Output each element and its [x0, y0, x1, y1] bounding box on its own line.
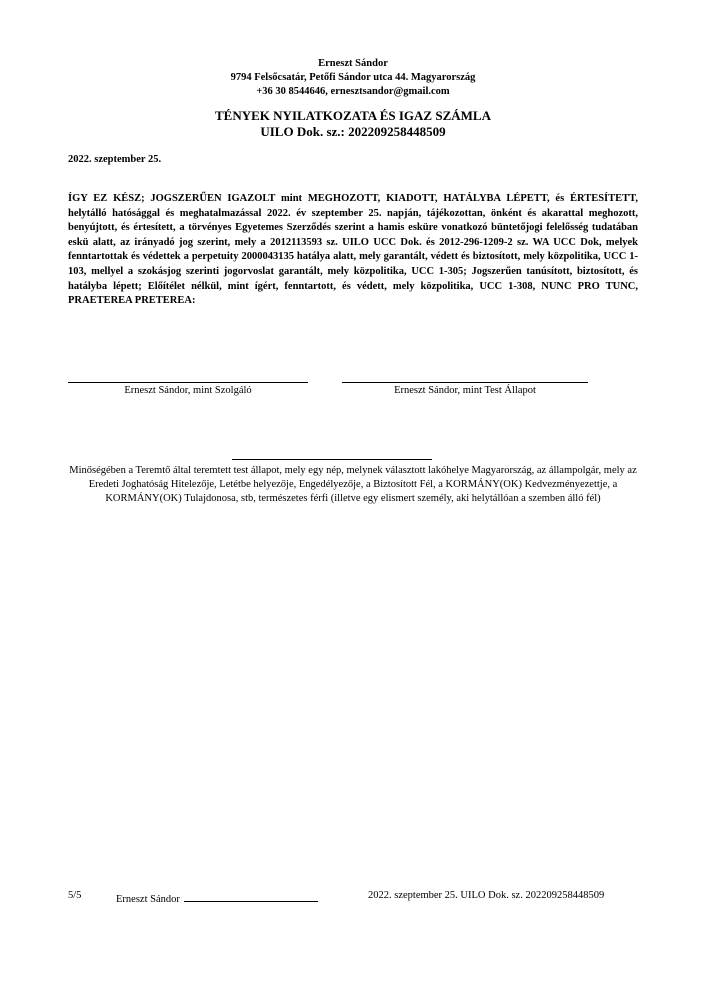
- footer-signature: [116, 890, 318, 905]
- signature-line-center: [232, 459, 432, 460]
- sender-header: [0, 57, 706, 99]
- footer-page-number: 5/5: [68, 890, 82, 901]
- sender-contact: +36 30 8544646, ernesztsandor@gmail.com: [256, 86, 450, 97]
- footer-signature-line: [184, 890, 318, 902]
- signature-caption-right: Erneszt Sándor, mint Test Állapot: [394, 385, 536, 396]
- signature-caption-left: Erneszt Sándor, mint Szolgáló: [124, 385, 252, 396]
- qualification-text: Minőségében a Teremtő által teremtett test állapot, mely egy nép, melynek választott lakóhelye Magyarország, az állampolgár, mely az Eredeti Joghatóság Hitelezője, Letétbe helyezője, Engedélyezője, a Biztosított Fél, a KORMÁNY(OK) Kedvezményezettje, a KORMÁNY(OK) Tulajdonosa, stb, természetes férfi (illetve egy elismert személy, aki helytállóan a szemben álló fél): [69, 465, 637, 505]
- signature-line-left: [68, 382, 308, 383]
- signature-line-right: [342, 382, 588, 383]
- sender-address: 9794 Felsőcsatár, Petőfi Sándor utca 44. Magyarország: [230, 72, 476, 83]
- footer-reference: 2022. szeptember 25. UILO Dok. sz. 202209258448509: [368, 890, 605, 901]
- footer-name: Erneszt Sándor: [116, 894, 180, 905]
- title-line-1: TÉNYEK NYILATKOZATA ÉS IGAZ SZÁMLA: [215, 108, 491, 123]
- sender-name: Erneszt Sándor: [318, 58, 388, 69]
- document-date: 2022. szeptember 25.: [68, 154, 162, 165]
- document-title: [0, 108, 706, 140]
- title-line-2: UILO Dok. sz.: 202209258448509: [260, 124, 446, 139]
- declaration-body: ÍGY EZ KÉSZ; JOGSZERŰEN IGAZOLT mint MEGHOZOTT, KIADOTT, HATÁLYBA LÉPETT, és ÉRTESÍTETT, helytálló hatósággal és meghatalmazással 2022. év szeptember 25. napján, tájékozottan, önként és akarattal meghozott, benyújtott, és értesített, a törvényes Egyetemes Szerződés szerint a hamis esküre vonatkozó büntetőjogi felelősség tudatában eskü alatt, az irányadó jog szerint, mely a 2012113593 sz. UILO UCC Dok. és 2012-296-1209-2 sz. WA UCC Dok, melyek fenntartottak és védettek a perpetuity 2000043135 hatálya alatt, mely garantált, védett és biztosított, mely közpolitika, UCC 1-103, mellyel a szokásjog szerinti jogorvoslat garantált, mely közpolitika, UCC 1-305; Jogszerűen tanúsított, biztosított, és hatályba lépett; Előítélet nélkül, mint ígért, fenntartott, és védett, mely közpolitika, UCC 1-308, NUNC PRO TUNC, PRAETEREA PRETEREA:: [68, 193, 638, 307]
